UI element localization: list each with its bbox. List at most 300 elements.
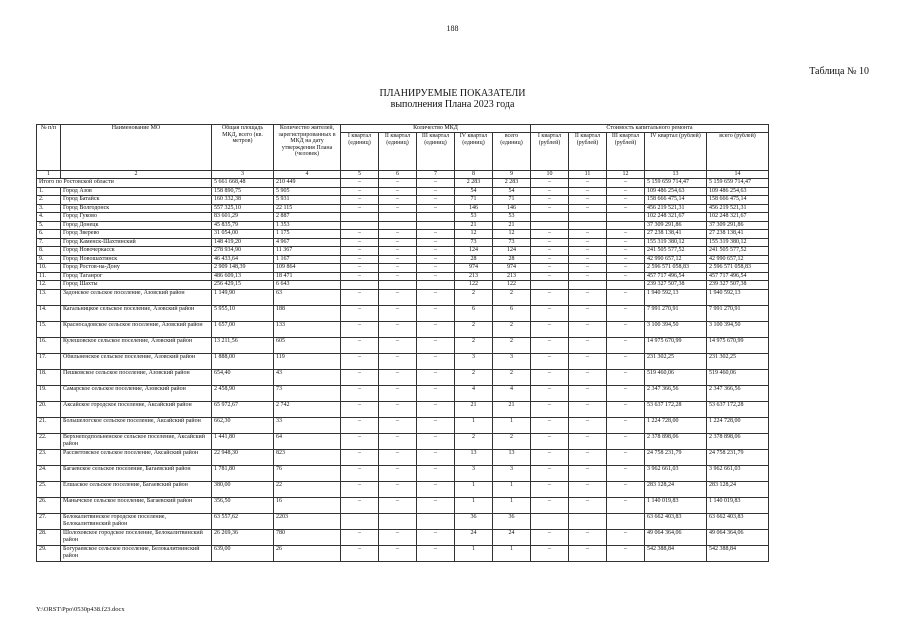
cost-cell: – xyxy=(531,272,569,281)
row-number: 21. xyxy=(37,417,61,433)
mkd-count-cell: – xyxy=(379,433,417,449)
title-line-2: выполнения Плана 2023 года xyxy=(390,99,515,110)
mkd-count-cell: – xyxy=(417,353,455,369)
cost-cell: – xyxy=(531,230,569,239)
municipality-name: Кагальницкое сельское поселение, Азовский район xyxy=(61,305,212,321)
cost-cell: 542 388,84 xyxy=(645,545,707,561)
municipality-name: Задонское сельское поселение, Азовский район xyxy=(61,289,212,305)
row-number: 15. xyxy=(37,321,61,337)
mkd-count-cell: 3 xyxy=(493,465,531,481)
mkd-count-cell: – xyxy=(341,179,379,188)
mkd-count-cell: 124 xyxy=(455,247,493,256)
mkd-count-cell: – xyxy=(341,369,379,385)
cost-cell: 457 717 496,54 xyxy=(645,272,707,281)
cost-cell: 231 302,25 xyxy=(707,353,769,369)
table-row xyxy=(37,196,769,205)
residents-count: 63 xyxy=(274,289,341,305)
cost-cell: – xyxy=(607,196,645,205)
column-number: 6 xyxy=(379,171,417,179)
cost-cell: – xyxy=(531,417,569,433)
cost-cell: – xyxy=(569,196,607,205)
cost-cell: – xyxy=(569,449,607,465)
cost-cell: 5 159 659 714,47 xyxy=(707,179,769,188)
cost-cell: – xyxy=(531,204,569,213)
mkd-count-cell: – xyxy=(341,481,379,497)
mkd-count-cell: – xyxy=(341,289,379,305)
cost-cell: – xyxy=(607,204,645,213)
mkd-count-cell: – xyxy=(417,187,455,196)
mkd-count-cell: 73 xyxy=(455,238,493,247)
cost-cell: 24 758 231,79 xyxy=(645,449,707,465)
mkd-count-cell: – xyxy=(341,204,379,213)
mkd-count-cell: 71 xyxy=(493,196,531,205)
cost-cell: 1 140 019,83 xyxy=(707,497,769,513)
column-number: 12 xyxy=(607,171,645,179)
mkd-count-cell: 974 xyxy=(455,264,493,273)
mkd-count-cell: – xyxy=(379,272,417,281)
cost-cell: 42 990 657,12 xyxy=(707,255,769,264)
row-number: 6. xyxy=(37,230,61,239)
cost-cell: – xyxy=(531,238,569,247)
municipality-name: Большелогское сельское поселение, Аксайский район xyxy=(61,417,212,433)
plan-indicators-table xyxy=(36,124,769,562)
column-number: 11 xyxy=(569,171,607,179)
mkd-count-cell: 28 xyxy=(455,255,493,264)
mkd-count-cell: 1 xyxy=(455,497,493,513)
column-number: 3 xyxy=(212,171,274,179)
municipality-name: Аксайское городское поселение, Аксайский район xyxy=(61,401,212,417)
total-area: 148 419,20 xyxy=(212,238,274,247)
mkd-count-cell xyxy=(379,221,417,230)
cost-cell: – xyxy=(607,337,645,353)
mkd-count-cell: 53 xyxy=(455,213,493,222)
residents-count: 22 xyxy=(274,481,341,497)
cost-cell: 102 248 321,67 xyxy=(707,213,769,222)
cost-cell: 109 486 254,63 xyxy=(645,187,707,196)
mkd-count-cell: 213 xyxy=(493,272,531,281)
cost-cell: 2 378 898,06 xyxy=(645,433,707,449)
residents-count: 2 742 xyxy=(274,401,341,417)
document-path: Y:\ORST\Ppo\0530p438.f23.docx xyxy=(36,606,125,613)
table-row xyxy=(37,305,769,321)
cost-cell: – xyxy=(607,481,645,497)
mkd-count-cell xyxy=(417,221,455,230)
total-area: 5 955,10 xyxy=(212,305,274,321)
residents-count: 26 xyxy=(274,545,341,561)
total-area: 2 909 148,39 xyxy=(212,264,274,273)
table-row xyxy=(37,289,769,305)
mkd-count-cell: – xyxy=(341,465,379,481)
total-area: 1 657,00 xyxy=(212,321,274,337)
mkd-count-cell: – xyxy=(417,401,455,417)
cost-cell: – xyxy=(531,369,569,385)
mkd-count-cell: – xyxy=(341,433,379,449)
cost-cell: 14 975 670,99 xyxy=(645,337,707,353)
mkd-count-cell: 73 xyxy=(493,238,531,247)
row-number: 8. xyxy=(37,247,61,256)
row-number: 17. xyxy=(37,353,61,369)
table-row xyxy=(37,417,769,433)
residents-count: 823 xyxy=(274,449,341,465)
row-number: 16. xyxy=(37,337,61,353)
total-area: 256 429,15 xyxy=(212,281,274,290)
mkd-count-cell: – xyxy=(341,417,379,433)
table-row xyxy=(37,264,769,273)
residents-count: 16 xyxy=(274,497,341,513)
cost-cell: – xyxy=(531,385,569,401)
mkd-count-cell: 2 xyxy=(493,433,531,449)
total-area: 557 325,10 xyxy=(212,204,274,213)
residents-count: 210 449 xyxy=(274,179,341,188)
mkd-count-cell: 36 xyxy=(493,513,531,529)
residents-count: 1 175 xyxy=(274,230,341,239)
cost-cell: – xyxy=(607,247,645,256)
cost-cell: 158 666 475,14 xyxy=(645,196,707,205)
mkd-count-cell: 12 xyxy=(493,230,531,239)
mkd-count-cell: 54 xyxy=(493,187,531,196)
cost-cell: 2 347 366,56 xyxy=(645,385,707,401)
row-number: 5. xyxy=(37,221,61,230)
cost-cell: – xyxy=(569,272,607,281)
cost-cell: 109 486 254,63 xyxy=(707,187,769,196)
cost-cell: – xyxy=(569,465,607,481)
mkd-count-cell: – xyxy=(379,449,417,465)
cost-cell: 37 309 291,86 xyxy=(707,221,769,230)
residents-count: 6 643 xyxy=(274,281,341,290)
cost-cell: 1 940 592,13 xyxy=(707,289,769,305)
cost-cell: – xyxy=(607,238,645,247)
header-group-mkd: Количество МКД xyxy=(341,125,531,133)
row-number: 9. xyxy=(37,255,61,264)
total-area: 1 149,90 xyxy=(212,289,274,305)
mkd-count-cell: 54 xyxy=(455,187,493,196)
total-area: 63 557,62 xyxy=(212,513,274,529)
mkd-count-cell: – xyxy=(417,417,455,433)
mkd-count-cell: – xyxy=(379,196,417,205)
mkd-count-cell: 21 xyxy=(455,401,493,417)
mkd-count-cell: – xyxy=(379,497,417,513)
table-label: Таблица № 10 xyxy=(809,66,869,77)
table-row xyxy=(37,337,769,353)
cost-cell: 283 128,24 xyxy=(707,481,769,497)
row-number: 7. xyxy=(37,238,61,247)
cost-cell: – xyxy=(607,187,645,196)
mkd-count-cell: – xyxy=(341,321,379,337)
cost-cell: 53 637 172,28 xyxy=(645,401,707,417)
mkd-count-cell: 3 xyxy=(455,465,493,481)
mkd-count-cell: – xyxy=(341,196,379,205)
cost-cell: – xyxy=(607,255,645,264)
mkd-count-cell xyxy=(417,513,455,529)
cost-cell: 63 662 403,83 xyxy=(645,513,707,529)
table-row xyxy=(37,353,769,369)
mkd-count-cell: – xyxy=(379,545,417,561)
cost-cell: 241 505 577,52 xyxy=(645,247,707,256)
residents-count: 43 xyxy=(274,369,341,385)
mkd-count-cell: – xyxy=(379,230,417,239)
header-q4-rub: IV квартал (рублей) xyxy=(645,133,707,171)
cost-cell: 283 128,24 xyxy=(645,481,707,497)
cost-cell: 239 327 507,38 xyxy=(645,281,707,290)
mkd-count-cell: – xyxy=(379,179,417,188)
residents-count: 5 905 xyxy=(274,187,341,196)
column-number: 10 xyxy=(531,171,569,179)
cost-cell: – xyxy=(569,179,607,188)
mkd-count-cell: 12 xyxy=(455,230,493,239)
total-area: 13 211,56 xyxy=(212,337,274,353)
cost-cell: 155 319 380,12 xyxy=(645,238,707,247)
cost-cell: – xyxy=(531,465,569,481)
cost-cell: 2 596 571 058,83 xyxy=(645,264,707,273)
cost-cell: – xyxy=(607,305,645,321)
mkd-count-cell xyxy=(379,281,417,290)
residents-count: 119 xyxy=(274,353,341,369)
row-number: 4. xyxy=(37,213,61,222)
mkd-count-cell: 71 xyxy=(455,196,493,205)
mkd-count-cell: – xyxy=(417,247,455,256)
mkd-count-cell: – xyxy=(341,264,379,273)
mkd-count-cell xyxy=(379,213,417,222)
mkd-count-cell: 1 xyxy=(455,481,493,497)
row-number: 12. xyxy=(37,281,61,290)
mkd-count-cell: 24 xyxy=(493,529,531,545)
mkd-count-cell: – xyxy=(379,385,417,401)
cost-cell: – xyxy=(607,385,645,401)
residents-count: 5 931 xyxy=(274,196,341,205)
row-number: 10. xyxy=(37,264,61,273)
municipality-name: Город Волгодонск xyxy=(61,204,212,213)
mkd-count-cell: 2 xyxy=(493,321,531,337)
mkd-count-cell: 4 xyxy=(493,385,531,401)
mkd-count-cell: – xyxy=(341,187,379,196)
mkd-count-cell xyxy=(417,213,455,222)
total-area: 278 934,90 xyxy=(212,247,274,256)
residents-count: 188 xyxy=(274,305,341,321)
table-row xyxy=(37,281,769,290)
mkd-count-cell: 213 xyxy=(455,272,493,281)
municipality-name: Богураевское сельское поселение, Белокалитвинский район xyxy=(61,545,212,561)
mkd-count-cell: – xyxy=(341,238,379,247)
cost-cell: – xyxy=(569,481,607,497)
residents-count: 2203 xyxy=(274,513,341,529)
total-area: 65 972,67 xyxy=(212,401,274,417)
mkd-count-cell: – xyxy=(341,401,379,417)
municipality-name: Город Таганрог xyxy=(61,272,212,281)
cost-cell: – xyxy=(607,497,645,513)
cost-cell: – xyxy=(531,305,569,321)
municipality-name: Красносадовское сельское поселение, Азовский район xyxy=(61,321,212,337)
mkd-count-cell: 3 xyxy=(455,353,493,369)
row-number: 18. xyxy=(37,369,61,385)
mkd-count-cell: 146 xyxy=(455,204,493,213)
mkd-count-cell: – xyxy=(417,289,455,305)
cost-cell: – xyxy=(607,465,645,481)
cost-cell: – xyxy=(607,529,645,545)
mkd-count-cell: – xyxy=(417,497,455,513)
mkd-count-cell: – xyxy=(341,497,379,513)
mkd-count-cell: – xyxy=(417,337,455,353)
mkd-count-cell: 6 xyxy=(493,305,531,321)
residents-count: 605 xyxy=(274,337,341,353)
mkd-count-cell: – xyxy=(417,465,455,481)
mkd-count-cell: 2 xyxy=(455,289,493,305)
mkd-count-cell: – xyxy=(417,385,455,401)
table-row xyxy=(37,221,769,230)
cost-cell: – xyxy=(531,353,569,369)
municipality-name: Елшаское сельское поселение, Багаевский район xyxy=(61,481,212,497)
column-number: 14 xyxy=(707,171,769,179)
cost-cell: – xyxy=(569,238,607,247)
total-area: 45 835,79 xyxy=(212,221,274,230)
mkd-count-cell: 2 xyxy=(493,337,531,353)
table-row xyxy=(37,187,769,196)
mkd-count-cell: – xyxy=(379,353,417,369)
header-q2-units: II квартал (единиц) xyxy=(379,133,417,171)
residents-count: 11 367 xyxy=(274,247,341,256)
cost-cell: – xyxy=(607,433,645,449)
mkd-count-cell: 2 xyxy=(493,369,531,385)
municipality-name: Город Новочеркасск xyxy=(61,247,212,256)
mkd-count-cell: – xyxy=(417,204,455,213)
table-row xyxy=(37,213,769,222)
residents-count: 4 967 xyxy=(274,238,341,247)
row-number: 23. xyxy=(37,449,61,465)
mkd-count-cell: – xyxy=(417,272,455,281)
cost-cell: – xyxy=(607,369,645,385)
column-number-row xyxy=(37,171,769,179)
header-name: Наименование МО xyxy=(61,125,212,171)
mkd-count-cell: 1 xyxy=(455,417,493,433)
mkd-count-cell: – xyxy=(379,337,417,353)
mkd-count-cell xyxy=(341,513,379,529)
residents-count: 18 471 xyxy=(274,272,341,281)
residents-count: 133 xyxy=(274,321,341,337)
cost-cell: – xyxy=(607,417,645,433)
row-number: 22. xyxy=(37,433,61,449)
mkd-count-cell: – xyxy=(341,272,379,281)
cost-cell: – xyxy=(531,264,569,273)
cost-cell: – xyxy=(569,545,607,561)
total-area: 486 609,13 xyxy=(212,272,274,281)
cost-cell: – xyxy=(569,289,607,305)
total-area: 1 888,00 xyxy=(212,353,274,369)
cost-cell: – xyxy=(531,529,569,545)
residents-count: 2 887 xyxy=(274,213,341,222)
municipality-name: Город Батайск xyxy=(61,196,212,205)
municipality-name: Рассветовское сельское поселение, Аксайский район xyxy=(61,449,212,465)
row-number: 19. xyxy=(37,385,61,401)
cost-cell: – xyxy=(569,337,607,353)
table-row xyxy=(37,369,769,385)
mkd-count-cell: 28 xyxy=(493,255,531,264)
cost-cell: – xyxy=(531,401,569,417)
cost-cell: 27 238 138,41 xyxy=(645,230,707,239)
cost-cell: 239 327 507,38 xyxy=(707,281,769,290)
total-area: 5 661 668,48 xyxy=(212,179,274,188)
mkd-count-cell: 6 xyxy=(455,305,493,321)
mkd-count-cell: – xyxy=(341,545,379,561)
row-number: 14. xyxy=(37,305,61,321)
cost-cell: 2 596 571 058,83 xyxy=(707,264,769,273)
cost-cell: 519 460,06 xyxy=(645,369,707,385)
row-number: 29. xyxy=(37,545,61,561)
mkd-count-cell: – xyxy=(417,529,455,545)
table-row xyxy=(37,481,769,497)
cost-cell xyxy=(607,281,645,290)
cost-cell: – xyxy=(569,369,607,385)
cost-cell: – xyxy=(531,337,569,353)
table-row xyxy=(37,230,769,239)
total-area: 26 269,36 xyxy=(212,529,274,545)
mkd-count-cell: 36 xyxy=(455,513,493,529)
mkd-count-cell: – xyxy=(417,179,455,188)
mkd-count-cell: – xyxy=(341,230,379,239)
mkd-count-cell: 2 xyxy=(455,433,493,449)
header-q4-units: IV квартал (единиц) xyxy=(455,133,493,171)
column-number: 1 xyxy=(37,171,61,179)
cost-cell: – xyxy=(531,433,569,449)
mkd-count-cell: 2 283 xyxy=(493,179,531,188)
mkd-count-cell: – xyxy=(379,264,417,273)
cost-cell: – xyxy=(569,230,607,239)
total-area: 46 433,64 xyxy=(212,255,274,264)
cost-cell: 24 758 231,79 xyxy=(707,449,769,465)
municipality-name: Город Каменск-Шахтинский xyxy=(61,238,212,247)
column-number: 4 xyxy=(274,171,341,179)
mkd-count-cell: 21 xyxy=(455,221,493,230)
total-area: 2 458,90 xyxy=(212,385,274,401)
mkd-count-cell: – xyxy=(417,238,455,247)
cost-cell: – xyxy=(607,289,645,305)
mkd-count-cell: – xyxy=(417,196,455,205)
cost-cell: – xyxy=(531,179,569,188)
mkd-count-cell xyxy=(341,281,379,290)
cost-cell xyxy=(531,221,569,230)
cost-cell: – xyxy=(531,545,569,561)
mkd-count-cell: – xyxy=(341,337,379,353)
column-number: 7 xyxy=(417,171,455,179)
title-line-1: ПЛАНИРУЕМЫЕ ПОКАЗАТЕЛИ xyxy=(379,88,526,99)
cost-cell xyxy=(607,213,645,222)
cost-cell: – xyxy=(531,196,569,205)
table-row xyxy=(37,513,769,529)
table-row xyxy=(37,247,769,256)
cost-cell: – xyxy=(531,497,569,513)
cost-cell: 3 100 394,50 xyxy=(645,321,707,337)
cost-cell: 1 224 728,00 xyxy=(707,417,769,433)
table-row xyxy=(37,238,769,247)
cost-cell: 49 064 364,06 xyxy=(707,529,769,545)
total-area: 639,00 xyxy=(212,545,274,561)
cost-cell: 241 505 577,52 xyxy=(707,247,769,256)
municipality-name: Манычское сельское поселение, Багаевский район xyxy=(61,497,212,513)
mkd-count-cell xyxy=(417,281,455,290)
mkd-count-cell xyxy=(341,221,379,230)
mkd-count-cell: 1 xyxy=(493,481,531,497)
cost-cell: – xyxy=(607,179,645,188)
municipality-name: Пешковское сельское поселение, Азовский район xyxy=(61,369,212,385)
cost-cell xyxy=(531,281,569,290)
cost-cell xyxy=(569,221,607,230)
residents-count: 76 xyxy=(274,465,341,481)
column-number: 9 xyxy=(493,171,531,179)
mkd-count-cell: – xyxy=(379,529,417,545)
row-number: 26. xyxy=(37,497,61,513)
mkd-count-cell: – xyxy=(379,369,417,385)
residents-count: 780 xyxy=(274,529,341,545)
total-area: 654,40 xyxy=(212,369,274,385)
column-number: 2 xyxy=(61,171,212,179)
